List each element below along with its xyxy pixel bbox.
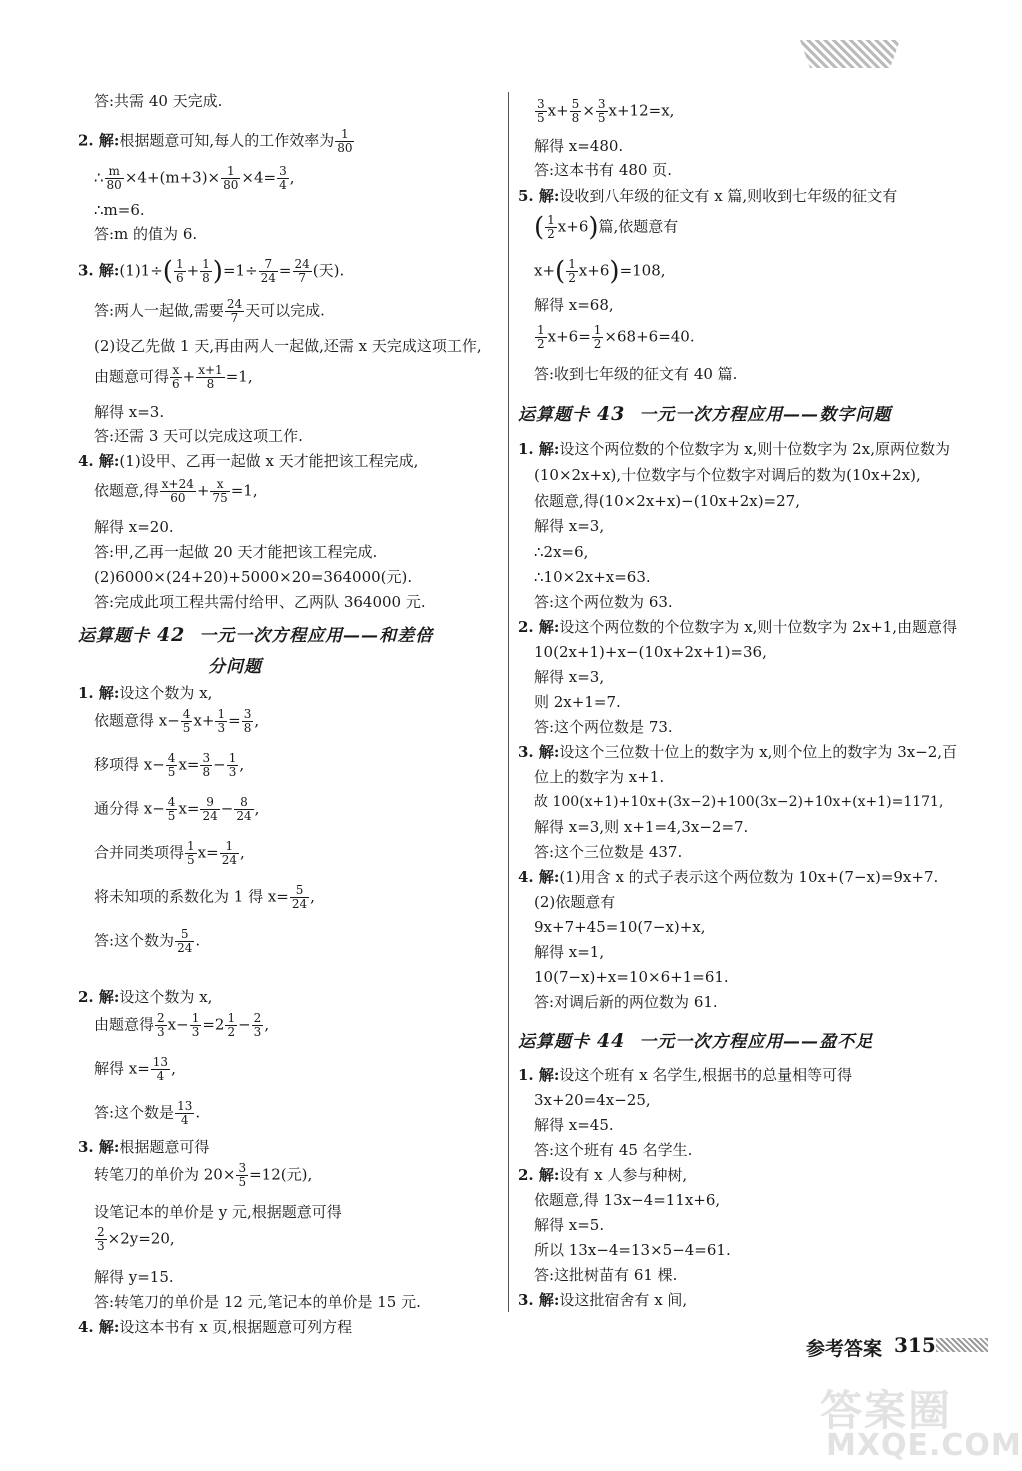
equation-line: ∴ $\frac{m}{80}$ ×4+(m+3)× $\frac{1}{80}$ ×4= $\frac{3}{4}$ , <box>94 164 295 192</box>
equation-line: 10(7−x)+x=10×6+1=61. <box>534 968 729 986</box>
problem-3b: 3. 解:根据题意可得 <box>78 1138 210 1156</box>
problem-4b: 4. 解:设这本书有 x 页,根据题意可列方程 <box>78 1318 353 1336</box>
text-line: 解得 x=3, <box>534 668 605 686</box>
text-line: (2)依题意有 <box>534 893 616 911</box>
problem-3: 3. 解:(1)1÷( $\frac{1}{6}$ + $\frac{1}{8}$ )=1÷ $\frac{7}{24}$ = $\frac{24}{7}$ (天). <box>78 256 345 287</box>
answer-line: 答:甲,乙再一起做 20 天才能把该工程完成. <box>94 543 378 561</box>
section-header-42-cont: 分问题 <box>208 657 262 677</box>
problem-d1: 1. 解:设这个两位数的个位数字为 x,则十位数字为 2x,原两位数为 <box>518 440 950 458</box>
answer-line: 答:这个数是 $\frac{13}{4}$ . <box>94 1099 201 1127</box>
equation-line: (2)6000×(24+20)+5000×20=364000(元). <box>94 568 413 586</box>
fraction: $\frac{1}{80}$ <box>337 127 353 155</box>
answer-line: 答:还需 3 天可以完成这项工作. <box>94 427 303 445</box>
equation-line: 合并同类项得 $\frac{1}{5}$ x= $\frac{1}{24}$ , <box>94 839 245 867</box>
text-line: (2)设乙先做 1 天,再由两人一起做,还需 x 天完成这项工作, <box>94 337 482 355</box>
text-line: 解得 x=68, <box>534 296 614 314</box>
equation-line: ∴m=6. <box>94 201 145 219</box>
answer-line: 答:这个三位数是 437. <box>534 843 683 861</box>
equation-line: 10(2x+1)+x−(10x+2x+1)=36, <box>534 643 767 661</box>
equation-line: x+( $\frac{1}{2}$ x+6)=108, <box>534 256 666 287</box>
equation-line: $\frac{1}{2}$ x+6= $\frac{1}{2}$ ×68+6=40. <box>537 323 695 351</box>
equation-line: 通分得 x− $\frac{4}{5}$ x= $\frac{9}{24}$ − $\frac{8}{24}$ , <box>94 795 260 823</box>
problem-2b: 2. 解:设这个数为 x, <box>78 988 213 1006</box>
answer-line: 答:两人一起做,需要 $\frac{24}{7}$ 天可以完成. <box>94 297 325 325</box>
text-line: 位上的数字为 x+1. <box>534 768 665 786</box>
problem-d4: 4. 解:(1)用含 x 的式子表示这个两位数为 10x+(7−x)=9x+7. <box>518 868 939 886</box>
equation-line: 故 100(x+1)+10x+(3x−2)+100(3x−2)+10x+(x+1)=1171, <box>534 794 944 810</box>
section-header-43: 运算题卡 43 一元一次方程应用——数字问题 <box>518 403 892 425</box>
equation-line: (10×2x+x),十位数字与个位数字对调后的数为(10x+2x), <box>534 466 921 484</box>
equation-line: 转笔刀的单价为 20× $\frac{3}{5}$ =12(元), <box>94 1161 313 1189</box>
equation-line: 依题意,得 13x−4=11x+6, <box>534 1191 721 1209</box>
page-number: 315 <box>894 1333 936 1357</box>
text-line: 设笔记本的单价是 y 元,根据题意可得 <box>94 1203 342 1221</box>
problem-5: 5. 解:设收到八年级的征文有 x 篇,则收到七年级的征文有 <box>518 187 898 205</box>
text-line: 解得 x=45. <box>534 1116 614 1134</box>
text-line: ∴2x=6, <box>534 543 589 561</box>
text-line: 解得 x=3,则 x+1=4,3x−2=7. <box>534 818 749 836</box>
section-header-42: 运算题卡 42 一元一次方程应用——和差倍 <box>78 624 434 646</box>
answer-line: 答:收到七年级的征文有 40 篇. <box>534 365 738 383</box>
equation-line: 依题意,得(10×2x+x)−(10x+2x)=27, <box>534 492 800 510</box>
equation-line: 依题意得 x− $\frac{4}{5}$ x+ $\frac{1}{3}$ = $\frac{3}{8}$ , <box>94 707 260 735</box>
equation-line: $\frac{3}{5}$ x+ $\frac{5}{8}$ × $\frac{3}{5}$ x+12=x, <box>537 97 675 125</box>
footer-decoration <box>936 1338 988 1352</box>
text-line: 解得 x=20. <box>94 518 174 536</box>
footer-label: 参考答案 <box>806 1338 883 1360</box>
answer-line: 答:转笔刀的单价是 12 元,笔记本的单价是 15 元. <box>94 1293 421 1311</box>
answer-line: 答:对调后新的两位数为 61. <box>534 993 718 1011</box>
text-line: 解得 x=3, <box>534 517 605 535</box>
problem-e1: 1. 解:设这个班有 x 名学生,根据书的总量相等可得 <box>518 1066 853 1084</box>
answer-line: 答:这批树苗有 61 棵. <box>534 1266 678 1284</box>
equation-line: $\frac{2}{3}$ ×2y=20, <box>97 1225 175 1253</box>
text-line: 解得 y=15. <box>94 1268 174 1286</box>
equation-line: 所以 13x−4=13×5−4=61. <box>534 1241 731 1259</box>
answer-line: 答:共需 40 天完成. <box>94 92 223 110</box>
problem-e2: 2. 解:设有 x 人参与种树, <box>518 1166 688 1184</box>
section-header-44: 运算题卡 44 一元一次方程应用——盈不足 <box>518 1030 874 1052</box>
answer-line: 答:这个班有 45 名学生. <box>534 1141 693 1159</box>
watermark-logo: 答案圈 <box>820 1386 953 1435</box>
equation-line: 9x+7+45=10(7−x)+x, <box>534 918 706 936</box>
answer-line: 答:这个两位数为 63. <box>534 593 673 611</box>
equation-line: 由题意可得 $\frac{x}{6}$ + $\frac{x+1}{8}$ =1, <box>94 363 253 391</box>
text-line: 解得 x=3. <box>94 403 165 421</box>
answer-line: 答:m 的值为 6. <box>94 225 198 243</box>
text-line: 则 2x+1=7. <box>534 693 621 711</box>
answer-line: 答:完成此项工程共需付给甲、乙两队 364000 元. <box>94 593 426 611</box>
text-line: ∴10×2x+x=63. <box>534 568 651 586</box>
equation-line: 依题意,得 $\frac{x+24}{60}$ + $\frac{x}{75}$ =1, <box>94 477 258 505</box>
problem-4: 4. 解:(1)设甲、乙再一起做 x 天才能把该工程完成, <box>78 452 419 470</box>
problem-d3: 3. 解:设这个三位数十位上的数字为 x,则个位上的数字为 3x−2,百 <box>518 743 958 761</box>
problem-e3: 3. 解:设这批宿舍有 x 间, <box>518 1291 688 1309</box>
column-divider <box>508 92 509 1312</box>
header-decoration <box>800 40 900 68</box>
text-line: 解得 x=1, <box>534 943 605 961</box>
answer-line: 答:这个数为 $\frac{5}{24}$ . <box>94 927 201 955</box>
answer-line: 答:这个两位数是 73. <box>534 718 673 736</box>
watermark-url: MXQE.COM <box>826 1428 1022 1463</box>
equation-line: 解得 x= $\frac{13}{4}$ , <box>94 1055 176 1083</box>
text-line: 解得 x=480. <box>534 137 624 155</box>
problem-d2: 2. 解:设这个两位数的个位数字为 x,则十位数字为 2x+1,由题意得 <box>518 618 958 636</box>
problem-2: 2. 解:根据题意可知,每人的工作效率为 $\frac{1}{80}$ <box>78 127 353 155</box>
equation-line: 3x+20=4x−25, <box>534 1091 651 1109</box>
problem-1: 1. 解:设这个数为 x, <box>78 684 213 702</box>
answer-line: 答:这本书有 480 页. <box>534 161 672 179</box>
equation-line: ( $\frac{1}{2}$ x+6)篇,依题意有 <box>534 212 679 243</box>
equation-line: 由题意得 $\frac{2}{3}$ x− $\frac{1}{3}$ =2 $\frac{1}{2}$ − $\frac{2}{3}$ , <box>94 1011 270 1039</box>
equation-line: 将未知项的系数化为 1 得 x= $\frac{5}{24}$ , <box>94 883 315 911</box>
equation-line: 移项得 x− $\frac{4}{5}$ x= $\frac{3}{8}$ − $\frac{1}{3}$ , <box>94 751 245 779</box>
text-line: 解得 x=5. <box>534 1216 605 1234</box>
